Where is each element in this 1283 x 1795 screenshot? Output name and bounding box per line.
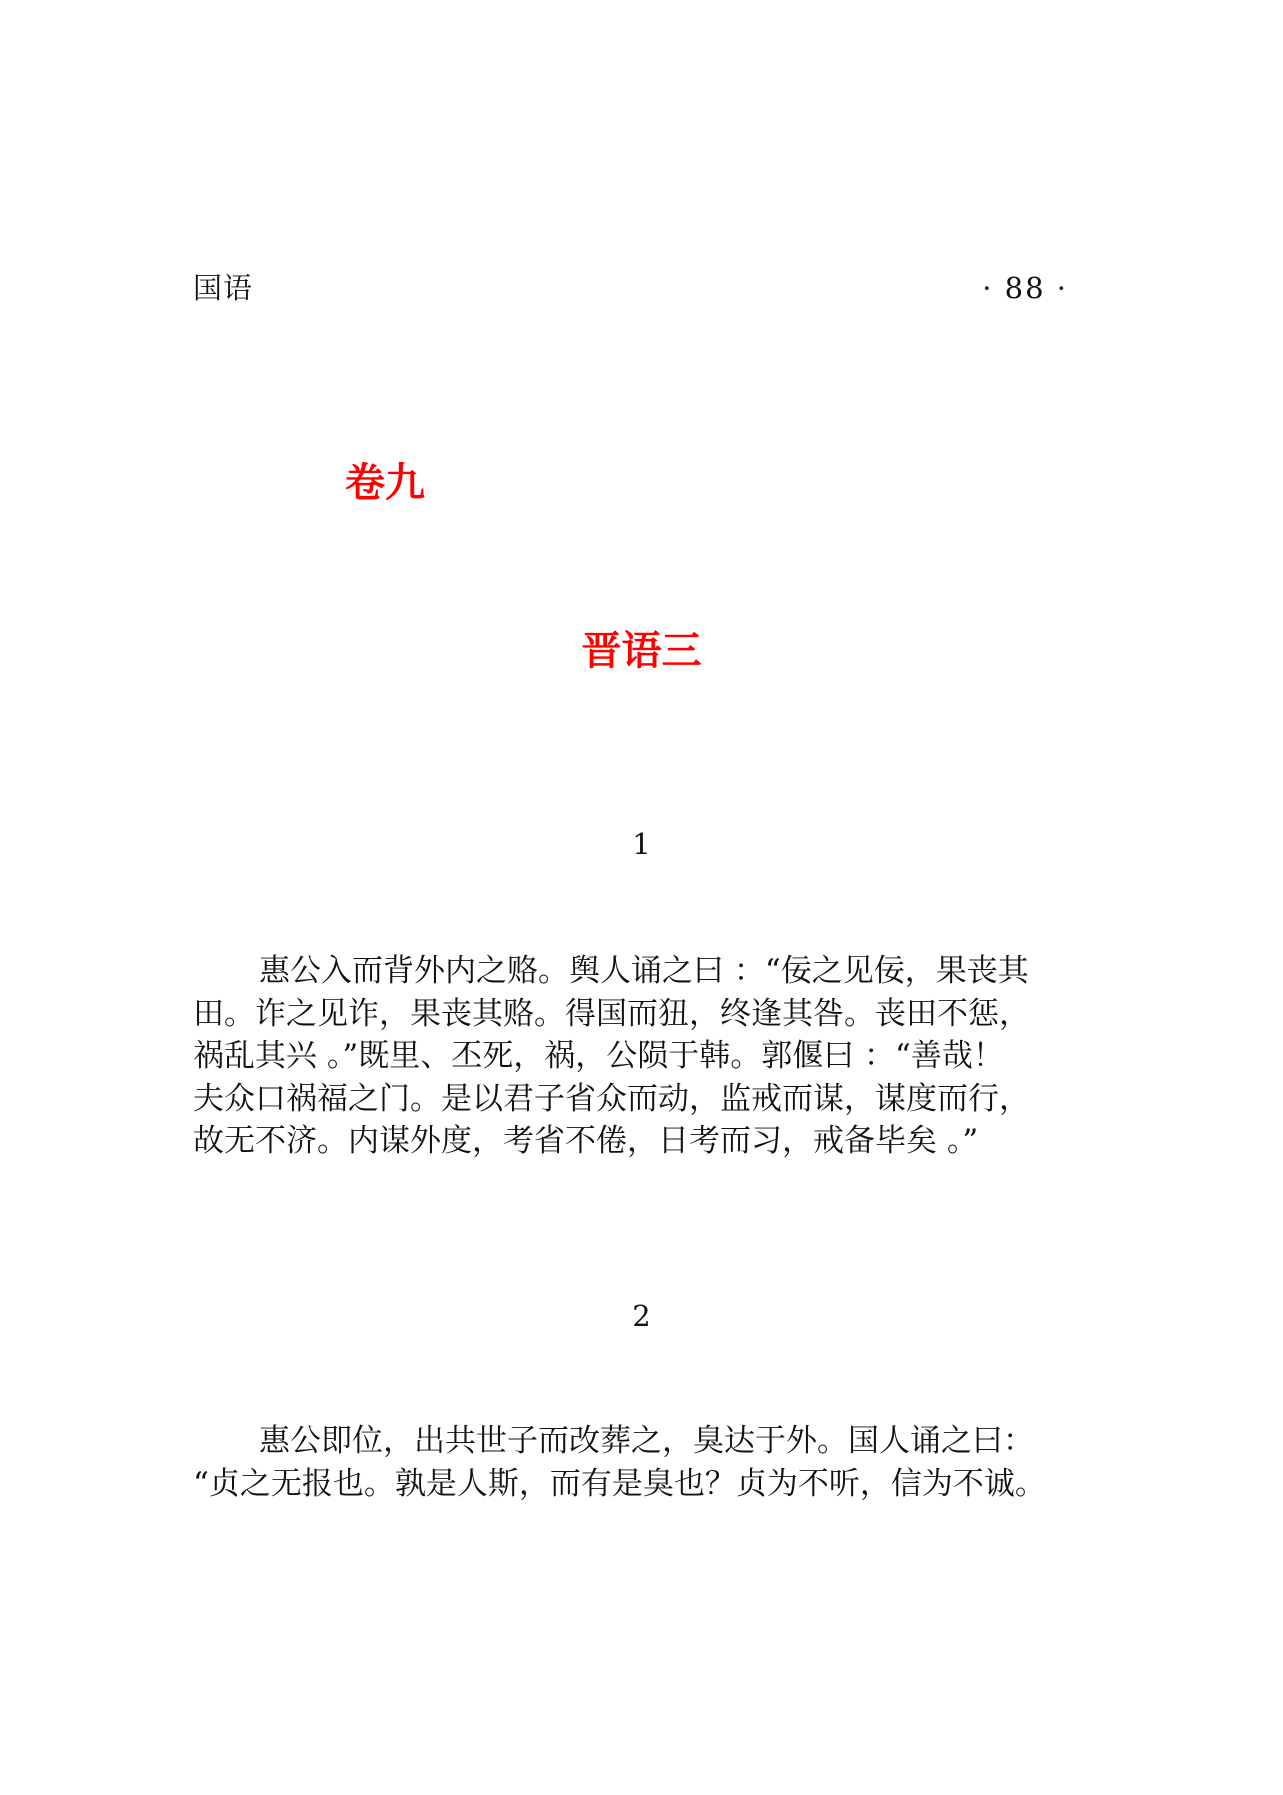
paragraph [193, 950, 1103, 1163]
running-title: 国语 [193, 271, 254, 305]
paragraph [193, 1420, 1103, 1505]
volume-title: 卷九 [345, 460, 425, 506]
paragraph-line: 惠公入而背外内之赂。舆人诵之曰 ：“佞之见佞，果丧其 [259, 953, 1029, 989]
page-number: · 88 · [982, 271, 1068, 305]
paragraph-line: “贞之无报也。孰是人斯，而有是臭也？贞为不听，信为不诚。 [193, 1465, 1046, 1502]
paragraph-line: 故无不济。内谋外度，考省不倦，日考而习，戒备毕矣 。” [193, 1123, 979, 1159]
paragraph-line: 惠公即位，出共世子而改葬之，臭达于外。国人诵之曰： [259, 1423, 1034, 1459]
section-number: 1 [632, 827, 651, 861]
paragraph-line: 夫众口祸福之门。是以君子省众而动，监戒而谋，谋度而行， [193, 1080, 1030, 1117]
section-number: 2 [632, 1299, 651, 1333]
paragraph-line: 田。诈之见诈，果丧其赂。得国而狃，终逢其咎。丧田不惩， [193, 995, 1030, 1032]
chapter-title: 晋语三 [581, 628, 702, 674]
paragraph-line: 祸乱其兴 。”既里、丕死，祸，公陨于韩。郭偃曰 ：“善哉！ [193, 1038, 1004, 1074]
